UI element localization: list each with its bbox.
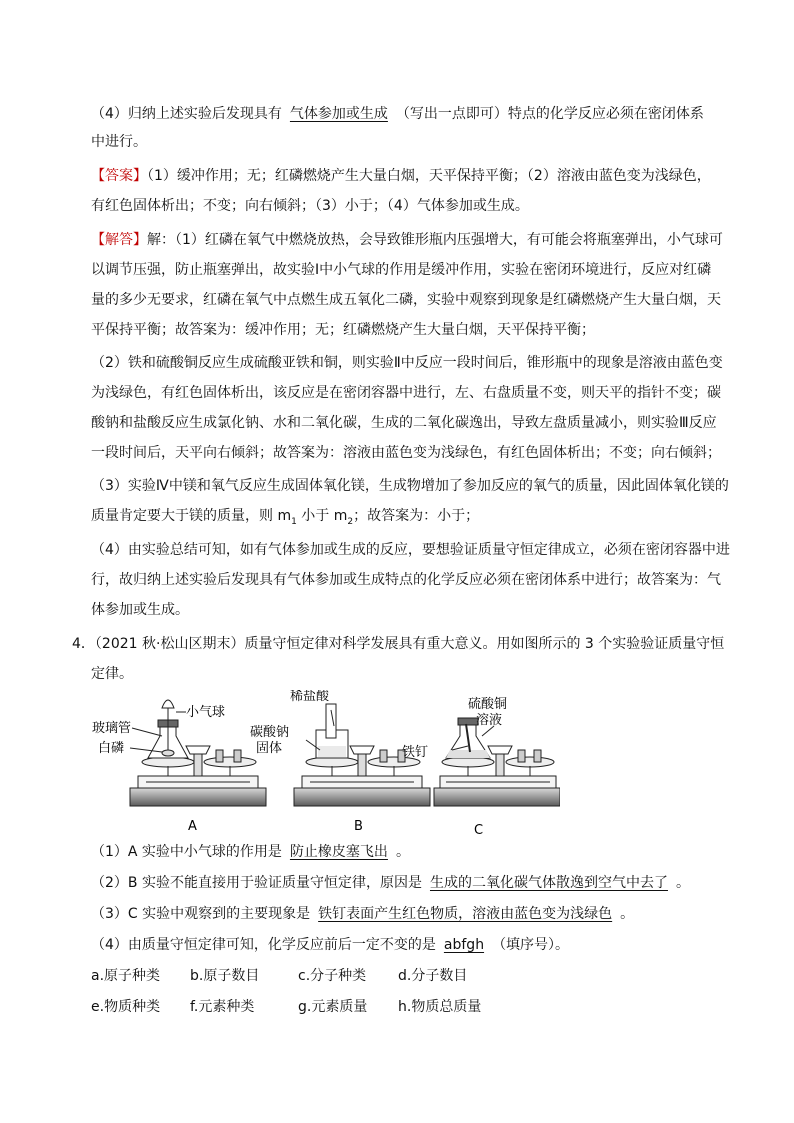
option-h: h.物质总质量: [398, 999, 482, 1015]
explain-line-mass: 质量肯定要大于镁的质量，则 $m_1$ 小于 $m_2$；故答案为：小于；: [91, 508, 480, 527]
sub-answer-3: 铁钉表面产生红色物质，溶液由蓝色变为浅绿色: [318, 906, 613, 922]
option-d: d.分子数目: [398, 968, 468, 984]
explain-line: 量的多少无要求，红磷在氧气中点燃生成五氧化二磷，实验中观察到现象是红磷燃烧产生大量白烟，天: [91, 292, 721, 308]
label-solid: 固体: [256, 741, 283, 756]
answer-line-1: 【答案】（1）缓冲作用；无；红磷燃烧产生大量白烟，天平保持平衡；（2）溶液由蓝色变为浅绿色，: [91, 168, 711, 184]
option-g: g.元素质量: [298, 999, 368, 1015]
label-solution: 溶液: [476, 713, 503, 728]
label-sodium-carbonate: 碳酸钠: [250, 725, 290, 740]
q3-part4-cont: 中进行。: [91, 134, 147, 150]
label-white-phosphorus: 白磷: [98, 741, 125, 756]
sub-answer-1: 防止橡皮塞飞出: [289, 844, 388, 860]
option-e: e.物质种类: [91, 999, 161, 1015]
option-a: a.原子种类: [91, 968, 161, 984]
experiment-figure: [90, 690, 560, 840]
explain-line: 体参加或生成。: [91, 602, 189, 618]
explain-line: 平保持平衡；故答案为：缓冲作用；无；红磷燃烧产生大量白烟，天平保持平衡；: [91, 322, 595, 338]
sub-question-1: （1）A 实验中小气球的作用是 防止橡皮塞飞出 。: [91, 844, 410, 860]
option-c: c.分子种类: [298, 968, 367, 984]
sub-question-3: （3）C 实验中观察到的主要现象是 铁钉表面产生红色物质，溶液由蓝色变为浅绿色 。: [91, 906, 635, 922]
label-iron-nail: 铁钉: [402, 745, 429, 760]
sub-question-4: （4）由质量守恒定律可知，化学反应前后一定不变的是 abfgh （填序号）。: [91, 937, 570, 953]
explain-line: （2）铁和硫酸铜反应生成硫酸亚铁和铜，则实验Ⅱ中反应一段时间后，锥形瓶中的现象是溶液由蓝色变: [91, 355, 723, 371]
explain-line: （4）由实验总结可知，如有气体参加或生成的反应，要想验证质量守恒定律成立，必须在密闭容器中进: [91, 542, 730, 558]
explain-line-1: 【解答】解：（1）红磷在氧气中燃烧放热，会导致锥形瓶内压强增大，有可能会将瓶塞弹出，小气球可: [91, 232, 723, 248]
option-f: f.元素种类: [190, 999, 255, 1015]
label-glass-tube: 玻璃管: [92, 721, 132, 736]
explain-line: 以调节压强，防止瓶塞弹出，故实验Ⅰ中小气球的作用是缓冲作用，实验在密闭环境进行，反应对红磷: [91, 262, 712, 278]
label-hydrochloric-acid: 稀盐酸: [290, 690, 330, 704]
explain-line: 行，故归纳上述实验后发现具有气体参加或生成特点的化学反应必须在密闭体系中进行；故答案为：气: [91, 572, 721, 588]
explain-line: （3）实验Ⅳ中镁和氧气反应生成固体氧化镁，生成物增加了参加反应的氧气的质量，因此固体氧化镁的: [91, 478, 729, 494]
sub-answer-2: 生成的二氧化碳气体散逸到空气中去了: [429, 875, 668, 891]
caption-c: C: [474, 823, 484, 838]
explain-label: 【解答】: [91, 232, 147, 248]
q4-line-2: 定律。: [91, 666, 133, 682]
answer-line-2: 有红色固体析出；不变；向右倾斜；（3）小于；（4）气体参加或生成。: [91, 198, 529, 214]
explain-line: 酸钠和盐酸反应生成氯化钠、水和二氧化碳，生成的二氧化碳逸出，导致左盘质量减小，则实验Ⅲ反应: [91, 415, 717, 431]
q3-part4-line: （4）归纳上述实验后发现具有 气体参加或生成 （写出一点即可）特点的化学反应必须在密闭体系: [91, 106, 704, 122]
explain-line: 为浅绿色，有红色固体析出，该反应是在密闭容器中进行，左、右盘质量不变，则天平的指针不变；碳: [91, 385, 721, 401]
explain-line: 一段时间后，天平向右倾斜；故答案为：溶液由蓝色变为浅绿色，有红色固体析出；不变；向右倾斜；: [91, 445, 721, 461]
caption-a: A: [188, 819, 197, 834]
sub-answer-4: abfgh: [443, 937, 485, 953]
answer-label: 【答案】: [91, 168, 147, 184]
balance-b: [250, 690, 430, 834]
caption-b: B: [354, 819, 363, 834]
sub-question-2: （2）B 实验不能直接用于验证质量守恒定律，原因是 生成的二氧化碳气体散逸到空气中去了 。: [91, 875, 690, 891]
q4-line-1: 4．（2021 秋·松山区期末）质量守恒定律对科学发展具有重大意义。用如图所示的 3 个实验验证质量守恒: [72, 636, 725, 652]
label-balloon: 小气球: [186, 705, 226, 720]
balance-c: [402, 696, 560, 838]
label-copper-sulfate: 硫酸铜: [468, 697, 508, 712]
balance-a: [92, 700, 266, 834]
question-number: 4．: [72, 636, 95, 652]
q3-part4-answer: 气体参加或生成: [289, 106, 388, 122]
option-b: b.原子数目: [190, 968, 260, 984]
